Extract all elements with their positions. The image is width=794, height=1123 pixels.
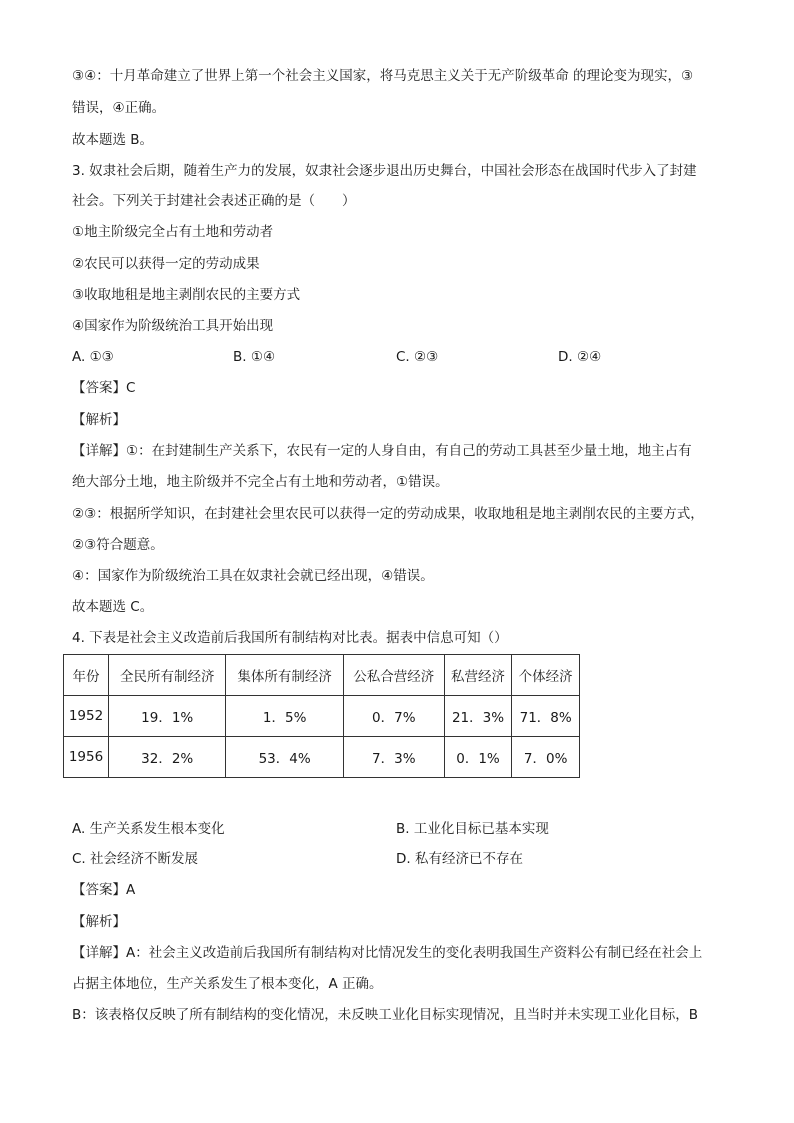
table-cell: 71．8% — [512, 696, 580, 737]
table-row — [64, 737, 580, 778]
analysis-line: 绝大部分土地，地主阶级并不完全占有土地和劳动者，①错误。 — [72, 474, 449, 490]
analysis-line: 【详解】①：在封建制生产关系下，农民有一定的人身自由，有自己的劳动工具甚至少量土地，地主占有 — [72, 443, 692, 459]
table-header-cell: 全民所有制经济 — [109, 655, 226, 696]
analysis-line: ②③：根据所学知识，在封建社会里农民可以获得一定的劳动成果，收取地租是地主剥削农民的主要方式， — [72, 506, 704, 522]
q3-option-d: D. ②④ — [558, 349, 602, 365]
question-3-stem: 3. 奴隶社会后期，随着生产力的发展，奴隶社会逐步退出历史舞台，中国社会形态在战国时代步入了封建 — [72, 163, 697, 179]
table-cell: 53．4% — [226, 737, 343, 778]
q3-option-a: A. ①③ — [72, 349, 114, 365]
table-cell: 32．2% — [109, 737, 226, 778]
statement-1: ①地主阶级完全占有土地和劳动者 — [72, 224, 274, 240]
statement-3: ③收取地租是地主剥削农民的主要方式 — [72, 287, 301, 303]
analysis-line: ②③符合题意。 — [72, 537, 164, 553]
ownership-table — [63, 654, 580, 778]
table-header-row — [64, 655, 580, 696]
analysis-line: 【详解】A：社会主义改造前后我国所有制结构对比情况发生的变化表明我国生产资料公有制已经在社会上 — [72, 945, 703, 961]
answer-label: 【答案】C — [72, 380, 136, 396]
table-header-cell: 年份 — [64, 655, 109, 696]
text-line: 错误，④正确。 — [72, 100, 166, 116]
table-cell: 19．1% — [109, 696, 226, 737]
table-header-cell: 公私合营经济 — [343, 655, 444, 696]
table-cell: 7．0% — [512, 737, 580, 778]
analysis-line: 占据主体地位，生产关系发生了根本变化，A 正确。 — [72, 976, 383, 992]
q4-option-a: A. 生产关系发生根本变化 — [72, 821, 225, 837]
table-cell: 21．3% — [444, 696, 512, 737]
text-line: ③④：十月革命建立了世界上第一个社会主义国家，将马克思主义关于无产阶级革命 的理论变为现实，③ — [72, 68, 694, 84]
table-cell: 1952 — [64, 696, 109, 737]
analysis-line: B：该表格仅反映了所有制结构的变化情况，未反映工业化目标实现情况，且当时并未实现工业化目标，B — [72, 1007, 699, 1023]
statement-4: ④国家作为阶级统治工具开始出现 — [72, 318, 274, 334]
table-cell: 0．7% — [343, 696, 444, 737]
analysis-line: 故本题选 C。 — [72, 599, 154, 615]
text-line: 故本题选 B。 — [72, 132, 154, 148]
table-cell: 1．5% — [226, 696, 343, 737]
table-cell: 1956 — [64, 737, 109, 778]
q3-option-b: B. ①④ — [233, 349, 276, 365]
q4-option-b: B. 工业化目标已基本实现 — [396, 821, 549, 837]
q4-option-c: C. 社会经济不断发展 — [72, 851, 199, 867]
table-header-cell: 私营经济 — [444, 655, 512, 696]
answer-label: 【答案】A — [72, 882, 136, 898]
statement-2: ②农民可以获得一定的劳动成果 — [72, 256, 260, 272]
table-row — [64, 696, 580, 737]
q4-option-d: D. 私有经济已不存在 — [396, 851, 523, 867]
q3-option-c: C. ②③ — [396, 349, 439, 365]
table-header-cell: 集体所有制经济 — [226, 655, 343, 696]
question-4-stem: 4. 下表是社会主义改造前后我国所有制结构对比表。据表中信息可知（） — [72, 630, 508, 646]
analysis-line: ④：国家作为阶级统治工具在奴隶社会就已经出现，④错误。 — [72, 568, 434, 584]
analysis-label: 【解析】 — [72, 412, 126, 428]
table-header-cell: 个体经济 — [512, 655, 580, 696]
table-cell: 7．3% — [343, 737, 444, 778]
table-cell: 0．1% — [444, 737, 512, 778]
analysis-label: 【解析】 — [72, 914, 126, 930]
question-3-stem: 社会。下列关于封建社会表述正确的是（ ） — [72, 193, 356, 209]
